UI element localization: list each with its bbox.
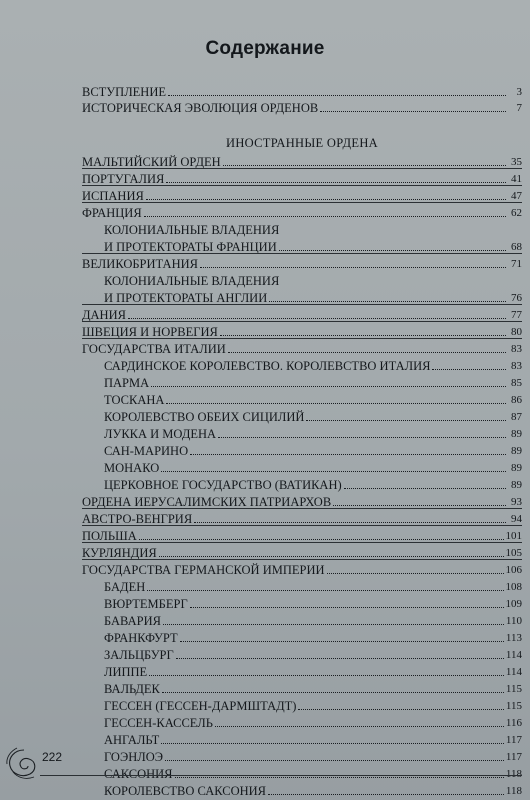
toc-entry-page: 108 xyxy=(505,581,522,593)
toc-entry-page: 41 xyxy=(511,173,522,185)
dot-leader xyxy=(163,624,504,625)
toc-entry-page: 85 xyxy=(511,377,522,389)
toc-entry-page: 118 xyxy=(505,768,522,780)
toc-entry xyxy=(104,407,522,424)
toc-entry-title: ИСПАНИЯ xyxy=(82,189,144,203)
footer-rule xyxy=(40,775,522,776)
toc-entry xyxy=(104,390,522,407)
dot-leader xyxy=(220,335,506,336)
toc-entry-page: 89 xyxy=(511,462,522,474)
dot-leader xyxy=(432,369,506,370)
dot-leader xyxy=(166,182,506,183)
dot-leader xyxy=(162,692,504,693)
toc-entry-title: ГЕССЕН-КАССЕЛЬ xyxy=(104,716,213,730)
dot-leader xyxy=(218,437,506,438)
toc-entry-title: ВСТУПЛЕНИЕ xyxy=(82,85,166,99)
dot-leader xyxy=(165,760,504,761)
toc-entry xyxy=(104,441,522,458)
toc-entry-page: 83 xyxy=(511,360,522,372)
toc-entry-page: 3 xyxy=(516,86,522,98)
dot-leader xyxy=(144,216,506,217)
toc-entry-title: САКСОНИЯ xyxy=(104,767,173,781)
toc-entry xyxy=(104,645,522,662)
toc-entry xyxy=(82,98,522,115)
toc-entry-page: 114 xyxy=(505,649,522,661)
toc-entry-page: 93 xyxy=(511,496,522,508)
toc-entry xyxy=(82,152,522,169)
page-number: 222 xyxy=(42,750,63,764)
toc-entry-title: БАДЕН xyxy=(104,580,146,594)
toc-entry-title: ГОСУДАРСТВА ГЕРМАНСКОЙ ИМПЕРИИ xyxy=(82,563,325,577)
dot-leader xyxy=(298,709,503,710)
toc-entry-page: 76 xyxy=(511,292,522,304)
toc-separator-rule xyxy=(82,508,522,509)
toc-entry-title: ГОСУДАРСТВА ИТАЛИИ xyxy=(82,342,226,356)
toc-entry-page: 71 xyxy=(511,258,522,270)
dot-leader xyxy=(344,488,506,489)
toc-separator-rule xyxy=(82,559,522,560)
toc-entry-page: 89 xyxy=(511,479,522,491)
toc-entry-title: САРДИНСКОЕ КОРОЛЕВСТВО. КОРОЛЕВСТВО ИТАЛИЯ xyxy=(104,359,431,373)
toc-entry-page: 106 xyxy=(505,564,522,576)
toc-entry-title: АНГАЛЬТ xyxy=(104,733,160,747)
dot-leader xyxy=(180,641,504,642)
dot-leader xyxy=(190,607,504,608)
dot-leader xyxy=(268,794,504,795)
toc-separator-rule xyxy=(82,185,522,186)
toc-entry xyxy=(82,560,522,577)
toc-entry-page: 89 xyxy=(511,428,522,440)
toc-entry xyxy=(104,373,522,390)
toc-entry-page: 101 xyxy=(505,530,522,542)
toc-separator-rule xyxy=(82,525,522,526)
swirl-ornament-icon xyxy=(4,742,44,782)
toc-entry-page: 116 xyxy=(505,717,522,729)
toc-separator-rule xyxy=(82,202,522,203)
toc-entry-page: 117 xyxy=(505,751,522,763)
dot-leader xyxy=(161,743,504,744)
toc-entry-title: ВЕЛИКОБРИТАНИЯ xyxy=(82,257,198,271)
page-title: Содержание xyxy=(205,38,325,59)
toc-entry xyxy=(82,492,522,509)
dot-leader xyxy=(228,352,506,353)
toc-entry-page: 35 xyxy=(511,156,522,168)
dot-leader xyxy=(168,95,506,96)
toc-entry-title: ОРДЕНА ИЕРУСАЛИМСКИХ ПАТРИАРХОВ xyxy=(82,495,332,509)
toc-entry-page: 89 xyxy=(511,445,522,457)
toc-entry xyxy=(104,475,522,492)
dot-leader xyxy=(269,301,506,302)
toc-entry-page: 113 xyxy=(505,632,522,644)
toc-entry-title: ЦЕРКОВНОЕ ГОСУДАРСТВО (ВАТИКАН) xyxy=(104,478,342,492)
toc-separator-rule xyxy=(82,338,522,339)
dot-leader xyxy=(151,386,506,387)
dot-leader xyxy=(194,522,506,523)
toc-entry-title: ВАЛЬДЕК xyxy=(104,682,160,696)
dot-leader xyxy=(146,199,506,200)
toc-entry xyxy=(82,339,522,356)
section-heading: ИНОСТРАННЫЕ ОРДЕНА xyxy=(226,136,378,150)
toc-separator-rule xyxy=(82,253,522,254)
toc-entry xyxy=(104,696,522,713)
toc-entry-title: ПАРМА xyxy=(104,376,150,390)
toc-entry xyxy=(104,747,522,764)
toc-entry-title: ИСТОРИЧЕСКАЯ ЭВОЛЮЦИЯ ОРДЕНОВ xyxy=(82,101,319,115)
toc-entry xyxy=(104,288,522,305)
toc-entry-page: 83 xyxy=(511,343,522,355)
toc-entry-title: ФРАНКФУРТ xyxy=(104,631,178,645)
toc-entry-page: 117 xyxy=(505,734,522,746)
toc-entry xyxy=(82,203,522,220)
toc-entry-title: ГЕССЕН (ГЕССЕН-ДАРМШТАДТ) xyxy=(104,699,297,713)
toc-entry-page: 115 xyxy=(505,683,522,695)
toc-entry xyxy=(82,169,522,186)
toc-separator-rule xyxy=(82,304,522,305)
toc-entry-page: 86 xyxy=(511,394,522,406)
toc-entry xyxy=(82,322,522,339)
toc-entry-title: ВЮРТЕМБЕРГ xyxy=(104,597,188,611)
toc-entry-page: 110 xyxy=(505,615,522,627)
toc-entry-page: 87 xyxy=(511,411,522,423)
dot-leader xyxy=(320,111,506,112)
dot-leader xyxy=(215,726,504,727)
toc-entry-title: ДАНИЯ xyxy=(82,308,126,322)
toc-entry-page: 105 xyxy=(505,547,522,559)
toc-entry-title: САН-МАРИНО xyxy=(104,444,189,458)
toc-entry xyxy=(82,543,522,560)
dot-leader xyxy=(149,675,504,676)
dot-leader xyxy=(306,420,506,421)
dot-leader xyxy=(175,777,504,778)
toc-entry-page: 7 xyxy=(516,102,522,114)
toc-entry-page: 68 xyxy=(511,241,522,253)
dot-leader xyxy=(190,454,506,455)
toc-entry-title: КОРОЛЕВСТВО САКСОНИЯ xyxy=(104,784,266,798)
toc-entry xyxy=(104,611,522,628)
toc-entry xyxy=(104,237,522,254)
toc-entry-title: ЛУККА И МОДЕНА xyxy=(104,427,217,441)
toc-entry-title: МАЛЬТИЙСКИЙ ОРДЕН xyxy=(82,155,221,169)
toc-entry-page: 77 xyxy=(511,309,522,321)
toc-entry xyxy=(82,186,522,203)
toc-entry-title: ПОРТУГАЛИЯ xyxy=(82,172,165,186)
dot-leader xyxy=(159,556,504,557)
dot-leader xyxy=(279,250,506,251)
toc-entry-title: ШВЕЦИЯ И НОРВЕГИЯ xyxy=(82,325,218,339)
dot-leader xyxy=(333,505,506,506)
toc-entry xyxy=(104,628,522,645)
toc-entry xyxy=(104,424,522,441)
dot-leader xyxy=(223,165,506,166)
dot-leader xyxy=(128,318,506,319)
toc-entry xyxy=(104,730,522,747)
toc-entry-page: 47 xyxy=(511,190,522,202)
toc-entry xyxy=(104,458,522,475)
toc-entry xyxy=(82,305,522,322)
toc-entry xyxy=(104,662,522,679)
toc-entry-title: КУРЛЯНДИЯ xyxy=(82,546,157,560)
toc-entry xyxy=(82,82,522,99)
toc-entry-page: 115 xyxy=(505,700,522,712)
toc-entry-title: АВСТРО-ВЕНГРИЯ xyxy=(82,512,193,526)
toc-entry-page: 94 xyxy=(511,513,522,525)
toc-entry xyxy=(104,356,522,373)
toc-separator-rule xyxy=(82,321,522,322)
toc-separator-rule xyxy=(82,542,522,543)
toc-entry xyxy=(104,713,522,730)
toc-entry xyxy=(104,679,522,696)
dot-leader xyxy=(176,658,504,659)
dot-leader xyxy=(200,267,506,268)
toc-entry-title: ЗАЛЬЦБУРГ xyxy=(104,648,174,662)
toc-entry-title: КОРОЛЕВСТВО ОБЕИХ СИЦИЛИЙ xyxy=(104,410,305,424)
toc-entry-title: БАВАРИЯ xyxy=(104,614,161,628)
toc-entry-title: И ПРОТЕКТОРАТЫ АНГЛИИ xyxy=(104,291,268,305)
toc-entry xyxy=(82,526,522,543)
toc-entry-title: ТОСКАНА xyxy=(104,393,165,407)
toc-entry-title: МОНАКО xyxy=(104,461,160,475)
dot-leader xyxy=(166,403,506,404)
toc-entry-page: 62 xyxy=(511,207,522,219)
toc-entry-page: 80 xyxy=(511,326,522,338)
toc-entry xyxy=(82,254,522,271)
toc-entry-page: 109 xyxy=(505,598,522,610)
toc-entry xyxy=(104,594,522,611)
toc-entry xyxy=(104,577,522,594)
toc-entry-title: ФРАНЦИЯ xyxy=(82,206,142,220)
toc-entry-title-line1: КОЛОНИАЛЬНЫЕ ВЛАДЕНИЯ xyxy=(104,223,280,237)
toc-entry-title: ЛИППЕ xyxy=(104,665,148,679)
toc-entry-page: 118 xyxy=(505,785,522,797)
toc-entry xyxy=(104,764,522,781)
toc-entry xyxy=(82,509,522,526)
toc-entry-title: ПОЛЬША xyxy=(82,529,137,543)
toc-entry-title: И ПРОТЕКТОРАТЫ ФРАНЦИИ xyxy=(104,240,277,254)
toc-entry xyxy=(104,781,522,798)
dot-leader xyxy=(139,539,504,540)
toc-entry-title-line1: КОЛОНИАЛЬНЫЕ ВЛАДЕНИЯ xyxy=(104,274,280,288)
toc-entry-page: 114 xyxy=(505,666,522,678)
toc-separator-rule xyxy=(82,168,522,169)
dot-leader xyxy=(161,471,506,472)
toc-entry-title: ГОЭНЛОЭ xyxy=(104,750,163,764)
dot-leader xyxy=(147,590,503,591)
dot-leader xyxy=(327,573,504,574)
